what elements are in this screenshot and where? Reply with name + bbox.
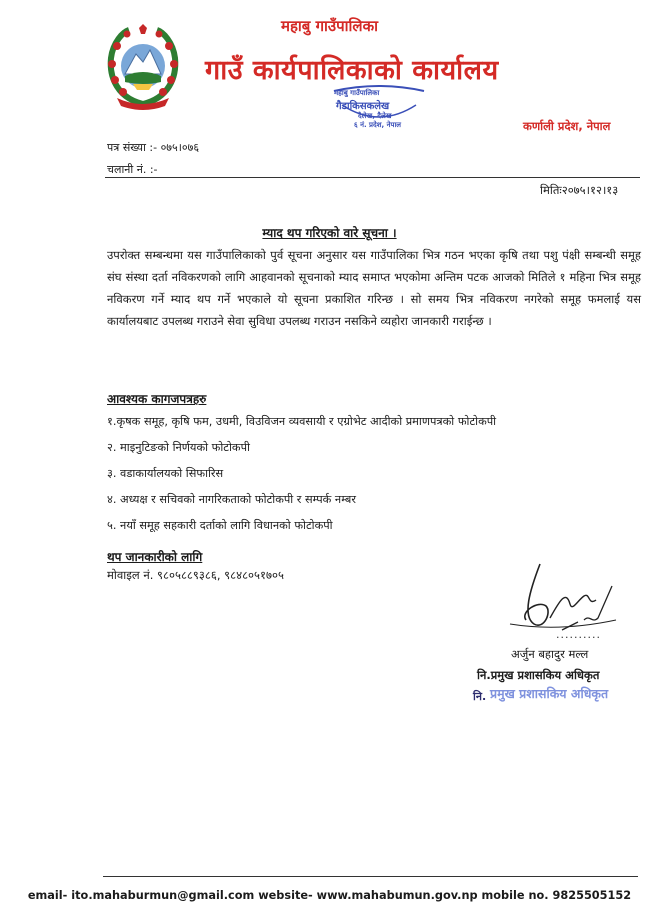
stamp-line-2: गैडाकिसकलेख <box>336 101 390 112</box>
seal-prefix: नि. <box>473 690 487 703</box>
letter-date: मितिः२०७५।१२।१३ <box>540 183 619 197</box>
signatory-designation: नि.प्रमुख प्रशासकिय अधिकृत <box>477 668 600 682</box>
signatory-name: अर्जुन बहादुर मल्ल <box>511 647 589 661</box>
stamp-line-3: दैलेख, दैलेख <box>358 112 392 120</box>
office-stamp <box>328 85 430 133</box>
nepal-emblem-icon <box>103 24 183 110</box>
designation-seal: प्रमुख प्रशासकिय अधिकृत <box>490 686 609 701</box>
list-item: ४. अध्यक्ष र सचिवको नागरिकताको फोटोकपी र सम्पर्क नम्बर <box>107 493 356 506</box>
notice-body: उपरोक्त सम्बन्धमा यस गाउँपालिकाको पुर्व सूचना अनुसार यस गाउँपालिका भित्र गठन भएका कृषि तथा पशु पंक्षी सम्बन्धी समूह संघ संस्था दर्ता नविकरणको लागि आहवानको सूचनाको म्याद समाप्त भएकोमा अन्तिम पटक आजको मितिले १ महिना भित्र समूह नविकरण गर्ने म्याद थप गर्ने भएकाले यो सूचना प्रकाशित गरिन्छ । सो समय भित्र नविकरण नगरेको समूह फमलाई यस कार्यालयबाट उपलब्ध गराउने सेवा सुविधा उपलब्ध गराउन नसकिने व्यहोरा जानकारी गराईन्छ । <box>107 248 641 328</box>
office-title: गाउँ कार्यपालिकाको कार्यालय <box>205 55 499 86</box>
list-item: २. माइनुटिङको निर्णयको फोटोकपी <box>107 441 250 454</box>
dispatch-number: चलानी नं. :- <box>107 163 158 176</box>
province-text: कर्णाली प्रदेश, नेपाल <box>523 119 611 133</box>
signature-line: .......... <box>556 628 601 641</box>
documents-heading: आवश्यक कागजपत्रहरु <box>107 392 207 406</box>
list-item: १.कृषक समूह, कृषि फम, उधमी, विउविजन व्यवसायी र एग्रोभेट आदीको प्रमाणपत्रको फोटोकपी <box>107 415 497 428</box>
footer-divider <box>103 876 638 877</box>
list-item: ५. नयाँ समूह सहकारी दर्ताको लागि विधानको फोटोकपी <box>107 519 333 532</box>
stamp-line-4: ६ नं. प्रदेश, नेपाल <box>354 121 402 129</box>
list-item: ३. वडाकार्यालयको सिफारिस <box>107 467 224 480</box>
header-divider <box>105 177 640 178</box>
org-name-small: महाबु गाउँपालिका <box>280 17 379 35</box>
documents-list <box>107 409 647 539</box>
contact-heading: थप जानकारीको लागि <box>107 550 203 564</box>
mobile-numbers: मोवाइल नं. ९८०५८८९३८६, ९८४८०५१७०५ <box>107 568 284 582</box>
reference-number: पत्र संख्या :- ०७५।०७६ <box>107 141 200 154</box>
footer-contact: email- ito.mahaburmun@gmail.com website- www.mahabumun.gov.np mobile no. 9825505152 <box>27 889 632 902</box>
stamp-line-1: महाबु गाउँपालिका <box>334 89 380 97</box>
notice-subject: म्याद थप गरिएको वारे सूचना । <box>262 226 397 240</box>
